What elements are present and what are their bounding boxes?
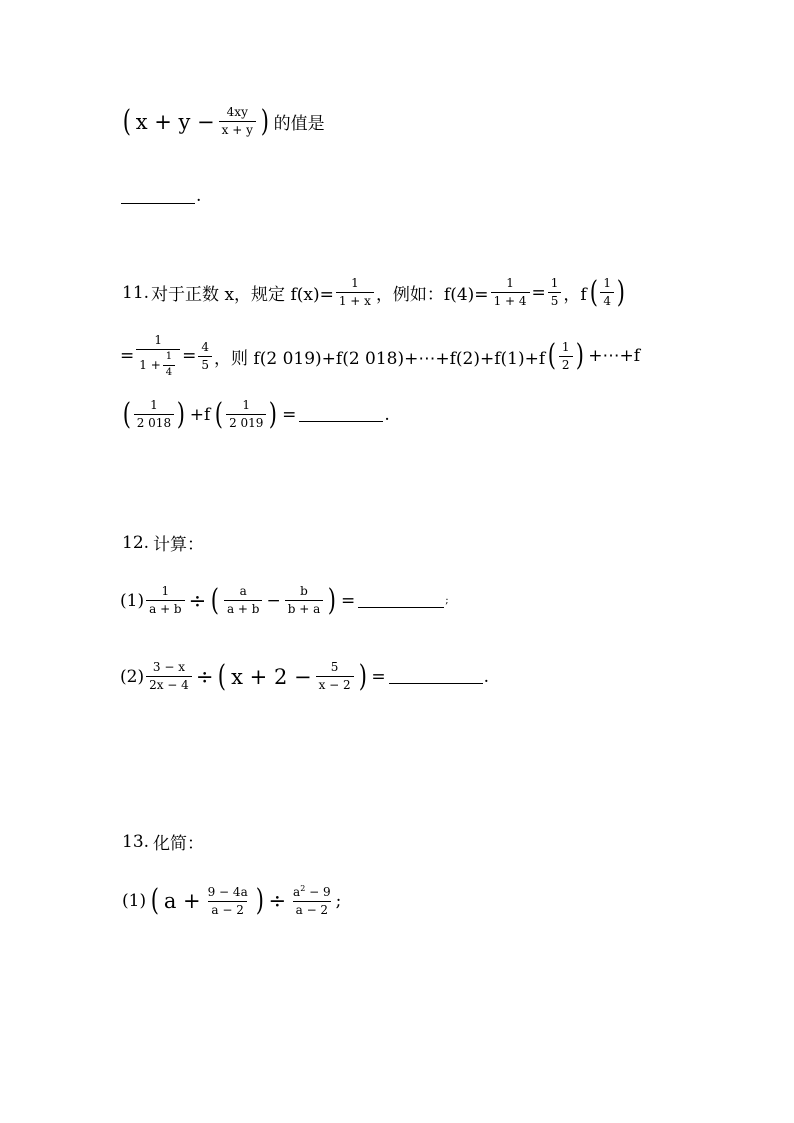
q11-half-num: 1 xyxy=(561,339,570,354)
q13-d-den: a − 2 xyxy=(293,901,331,918)
q11-def-num: 1 xyxy=(351,276,359,290)
q11-line1 xyxy=(120,276,628,309)
q11-ex2-frac xyxy=(548,276,562,309)
q12-p1-a-den: a + b xyxy=(224,600,263,617)
q12-p1-end: ; xyxy=(445,595,449,606)
q13-d-frac xyxy=(290,884,334,918)
q11-def-den: 1 + x xyxy=(336,292,374,309)
q12-p2-label: (2) xyxy=(120,666,145,687)
q13-number: 13. xyxy=(122,831,150,852)
right-paren: ) xyxy=(176,396,186,432)
q11-l3-den1: 2 018 xyxy=(134,414,174,431)
q12-p2-mid: x + 2 − xyxy=(231,664,312,689)
q13-p1-label: (1) xyxy=(122,891,147,911)
q13-end: ; xyxy=(335,891,342,911)
q11-ex4-den: 5 xyxy=(198,356,212,373)
q12-part1 xyxy=(120,584,449,617)
q11-l3-den2: 2 019 xyxy=(226,414,266,431)
q10-suffix: 的值是 xyxy=(273,114,325,134)
q11-ex4-num: 4 xyxy=(201,339,210,354)
q12-p2-div: ÷ xyxy=(195,664,214,689)
q11-l3-num1: 1 xyxy=(150,398,158,412)
q13-p1-num: 9 − 4a xyxy=(207,884,248,899)
q12-part2 xyxy=(120,660,489,693)
q11-number: 11. xyxy=(122,282,150,303)
q11-ex3-num: 1 xyxy=(154,333,163,347)
q12-p1-den: a + b xyxy=(146,600,185,617)
q12-p2-f-num: 5 xyxy=(330,660,339,674)
right-paren: ) xyxy=(616,274,626,310)
q11-line2-eq: = xyxy=(120,346,135,366)
q11-text5: +⋯+f xyxy=(588,346,641,366)
q10-fraction xyxy=(219,105,256,138)
q13-d-num-a: a xyxy=(293,885,301,899)
q12-p2-f-frac xyxy=(316,660,354,693)
q12-heading xyxy=(120,530,206,555)
right-paren: ) xyxy=(260,103,269,139)
q10-frac-den: x + y xyxy=(219,121,256,138)
q11-eq2: = xyxy=(182,346,197,366)
q12-p2-den: 2x − 4 xyxy=(146,676,192,693)
left-paren: ( xyxy=(122,103,131,139)
q11-arg-num: 1 xyxy=(603,276,612,290)
q11-text2: ，例如：f(4)= xyxy=(375,285,489,305)
q13-div: ÷ xyxy=(268,889,287,913)
q13-title: 化简： xyxy=(153,834,205,854)
q11-l3-frac1 xyxy=(134,398,174,431)
q11-line2 xyxy=(120,333,642,379)
left-paren: ( xyxy=(150,883,160,918)
q12-p2-num: 3 − x xyxy=(152,660,185,674)
q12-p1-label: (1) xyxy=(120,590,145,611)
q12-p1-b-frac xyxy=(285,584,324,617)
q12-p2-end: . xyxy=(483,666,490,687)
q12-p1-minus: − xyxy=(266,590,281,611)
q12-p1-b-num: b xyxy=(300,584,308,598)
q11-text3: ，f xyxy=(563,285,587,305)
right-paren: ) xyxy=(575,338,584,373)
q12-p2-frac xyxy=(146,660,192,693)
q11-ex4-frac xyxy=(198,340,212,373)
q13-p1-den: a − 2 xyxy=(208,901,246,918)
q10-blank[interactable] xyxy=(121,189,195,204)
q12-p2-eq: = xyxy=(371,666,386,687)
right-paren: ) xyxy=(269,396,278,432)
right-paren: ) xyxy=(328,582,337,618)
q12-title: 计算： xyxy=(153,535,205,555)
q12-p1-frac xyxy=(146,584,185,617)
q11-ex3-inner-num: 1 xyxy=(165,351,173,362)
q12-p1-a-num: a xyxy=(239,584,247,598)
q12-p1-eq: = xyxy=(340,590,356,611)
right-paren: ) xyxy=(255,883,264,918)
q12-p1-blank[interactable] xyxy=(358,593,444,608)
q11-ex-frac xyxy=(491,276,530,309)
q11-ex-den: 1 + 4 xyxy=(491,292,530,309)
q13-d-num-b: − 9 xyxy=(305,885,331,899)
q13-heading xyxy=(120,829,206,854)
q11-l3-eq: = xyxy=(282,404,297,425)
q11-ex3-inner-frac xyxy=(163,351,175,379)
q12-p2-f-den: x − 2 xyxy=(316,676,354,693)
right-paren: ) xyxy=(358,658,367,694)
q12-p1-num: 1 xyxy=(161,584,170,598)
q11-blank[interactable] xyxy=(299,407,383,422)
q13-d-num xyxy=(290,884,334,901)
q11-ex-num: 1 xyxy=(506,276,514,290)
q11-ex2-num: 1 xyxy=(550,276,559,290)
q11-text4: ，则 f(2 019)+f(2 018)+⋯+f(2)+f(1)+f xyxy=(214,348,546,369)
q11-ex3-den-a: 1 + xyxy=(139,357,161,372)
q13-part1 xyxy=(120,884,341,918)
q11-ex3-inner-den: 4 xyxy=(163,365,175,380)
q11-l3-num2: 1 xyxy=(242,398,251,412)
q12-number: 12. xyxy=(122,532,150,553)
q12-p1-a-frac xyxy=(224,584,263,617)
q11-l3-plus: +f xyxy=(189,404,211,425)
q11-ex3-den xyxy=(136,349,180,379)
q11-ex2-den: 5 xyxy=(548,292,562,309)
q13-p1-a: a + xyxy=(163,889,201,913)
q11-text1: 对于正数 x，规定 f(x)= xyxy=(151,285,334,305)
q11-ex3-frac xyxy=(136,333,180,379)
q12-p1-b-den: b + a xyxy=(285,600,324,617)
q11-def-frac xyxy=(336,276,374,309)
left-paren: ( xyxy=(218,658,227,694)
q13-p1-frac xyxy=(205,885,251,918)
q11-end: . xyxy=(384,404,390,425)
left-paren: ( xyxy=(215,396,224,432)
q11-l3-frac2 xyxy=(226,398,266,431)
q10-frac-num: 4xy xyxy=(226,105,248,119)
q12-p2-blank[interactable] xyxy=(389,669,483,684)
q11-eq1: = xyxy=(531,282,546,303)
left-paren: ( xyxy=(210,582,220,618)
q10-end: . xyxy=(196,186,202,206)
q11-line3 xyxy=(120,398,390,431)
q11-half-den: 2 xyxy=(559,356,573,373)
left-paren: ( xyxy=(122,396,131,432)
q12-p1-div: ÷ xyxy=(188,588,207,613)
q13-d-num-exp: 2 xyxy=(300,884,306,893)
q10-expression xyxy=(120,105,327,138)
q11-half-frac xyxy=(559,340,573,373)
q10-lead: x + y − xyxy=(135,109,215,134)
q11-arg-frac xyxy=(600,276,614,309)
left-paren: ( xyxy=(589,274,598,310)
q10-answer xyxy=(120,186,201,206)
q11-arg-den: 4 xyxy=(600,292,614,309)
left-paren: ( xyxy=(547,338,557,373)
